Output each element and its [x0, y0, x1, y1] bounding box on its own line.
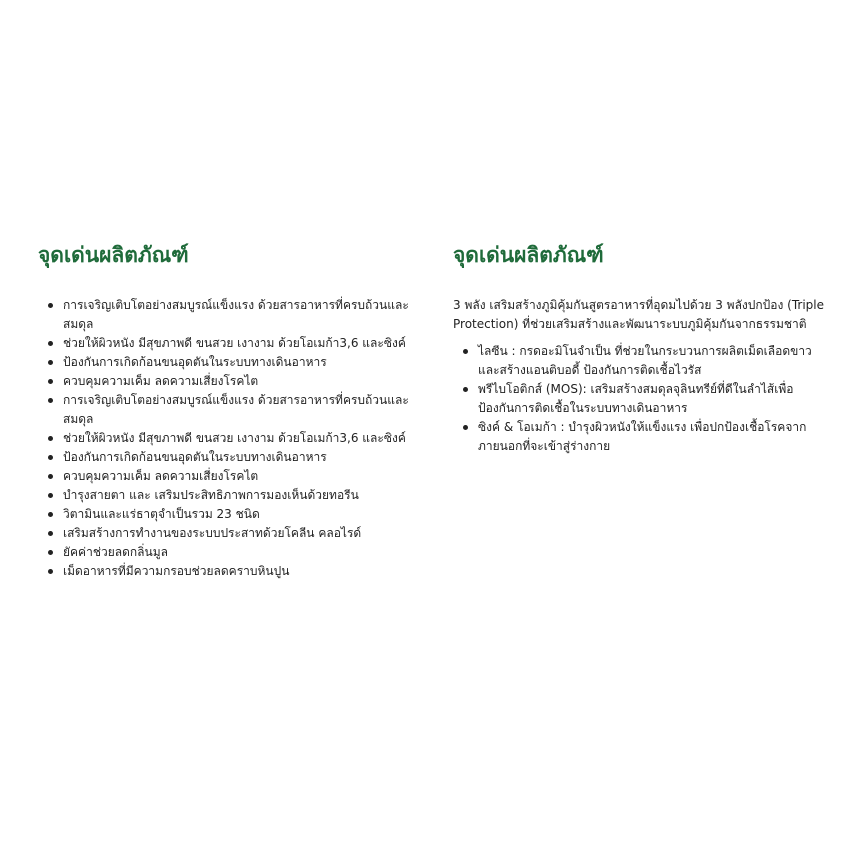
left-heading: จุดเด่นผลิตภัณฑ์: [38, 243, 189, 267]
list-item: [38, 467, 410, 486]
list-item-text: ควบคุมความเค็ม ลดความเสี่ยงโรคไต: [63, 374, 259, 388]
right-feature-column: [453, 238, 825, 456]
list-item: [38, 429, 410, 448]
list-item: [38, 448, 410, 467]
list-item-text: เสริมสร้างการทำงานของระบบประสาทด้วยโคลีน คลอไรด์: [63, 526, 362, 540]
list-item: [38, 524, 410, 543]
intro-paragraph: 3 พลัง เสริมสร้างภูมิคุ้มกันสูตรอาหารที่อุดมไปด้วย 3 พลังปกป้อง (Triple Protection) ที่ช่วยเสริมสร้างและพัฒนาระบบภูมิคุ้มกันจากธรรมชาติ: [453, 298, 825, 331]
bullet-icon: [48, 531, 53, 536]
bullet-icon: [463, 387, 468, 392]
list-item-text: การเจริญเติบโตอย่างสมบูรณ์แข็งแรง ด้วยสารอาหารที่ครบถ้วนและสมดุล: [63, 393, 409, 426]
list-item: [453, 418, 825, 456]
bullet-icon: [48, 569, 53, 574]
list-item: [38, 334, 410, 353]
bullet-icon: [48, 455, 53, 460]
bullet-icon: [48, 341, 53, 346]
left-feature-list: [38, 296, 410, 581]
list-item: [453, 380, 825, 418]
bullet-icon: [48, 303, 53, 308]
list-item: [38, 391, 410, 429]
list-item: [38, 543, 410, 562]
bullet-icon: [48, 398, 53, 403]
list-item-text: ควบคุมความเค็ม ลดความเสี่ยงโรคไต: [63, 469, 259, 483]
bullet-icon: [48, 379, 53, 384]
bullet-icon: [463, 349, 468, 354]
list-item-text: พรีไบโอติกส์ (MOS): เสริมสร้างสมดุลจุลินทรีย์ที่ดีในลำไส้เพื่อป้องกันการติดเชื้อในระบบทางเดินอาหาร: [478, 382, 794, 415]
bullet-icon: [48, 474, 53, 479]
list-item-text: ป้องกันการเกิดก้อนขนอุดตันในระบบทางเดินอาหาร: [63, 355, 327, 369]
list-item-text: บำรุงสายตา และ เสริมประสิทธิภาพการมองเห็นด้วยทอรีน: [63, 488, 359, 502]
list-item-text: ช่วยให้ผิวหนัง มีสุขภาพดี ขนสวย เงางาม ด้วยโอเมก้า3,6 และซิงค์: [63, 336, 406, 350]
list-item: [38, 353, 410, 372]
bullet-icon: [48, 360, 53, 365]
list-item: [38, 296, 410, 334]
right-heading: จุดเด่นผลิตภัณฑ์: [453, 243, 604, 267]
list-item: [38, 505, 410, 524]
bullet-icon: [48, 512, 53, 517]
bullet-icon: [48, 550, 53, 555]
list-item: [38, 562, 410, 581]
list-item: [38, 486, 410, 505]
bullet-icon: [48, 436, 53, 441]
list-item-text: ยัคค่าช่วยลดกลิ่นมูล: [63, 545, 168, 559]
list-item-text: ช่วยให้ผิวหนัง มีสุขภาพดี ขนสวย เงางาม ด้วยโอเมก้า3,6 และซิงค์: [63, 431, 406, 445]
list-item: [453, 342, 825, 380]
list-item-text: ซิงค์ & โอเมก้า : บำรุงผิวหนังให้แข็งแรง เพื่อปกป้องเชื้อโรคจากภายนอกที่จะเข้าสู่ร่างกาย: [478, 420, 807, 453]
list-item-text: เม็ดอาหารที่มีความกรอบช่วยลดคราบหินปูน: [63, 564, 290, 578]
bullet-icon: [463, 425, 468, 430]
list-item-text: ป้องกันการเกิดก้อนขนอุดตันในระบบทางเดินอาหาร: [63, 450, 327, 464]
list-item-text: การเจริญเติบโตอย่างสมบูรณ์แข็งแรง ด้วยสารอาหารที่ครบถ้วนและสมดุล: [63, 298, 409, 331]
list-item-text: วิตามินและแร่ธาตุจำเป็นรวม 23 ชนิด: [63, 507, 260, 521]
list-item: [38, 372, 410, 391]
bullet-icon: [48, 493, 53, 498]
list-item-text: ไลซีน : กรดอะมิโนจำเป็น ที่ช่วยในกระบวนการผลิตเม็ดเลือดขาวและสร้างแอนติบอดี้ ป้องกันการติดเชื้อไวรัส: [478, 344, 812, 377]
left-feature-column: [38, 238, 410, 581]
right-feature-list: [453, 342, 825, 456]
